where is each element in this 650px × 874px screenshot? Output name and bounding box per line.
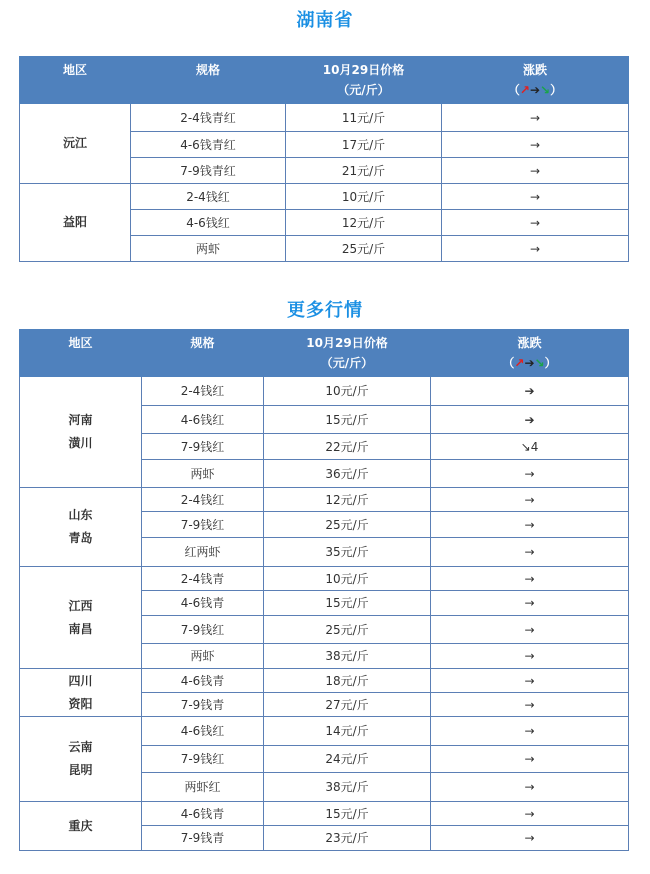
spec-cell: 红两虾 bbox=[142, 538, 264, 567]
trend-cell: ➔ bbox=[431, 377, 629, 406]
trend-cell: → bbox=[431, 644, 629, 669]
section-title-hunan: 湖南省 bbox=[296, 10, 354, 31]
table-row bbox=[20, 184, 629, 210]
section-title-more: 更多行情 bbox=[287, 300, 363, 321]
header-price: 10月29日价格 （元/斤） bbox=[286, 57, 442, 104]
spec-cell: 7-9钱红 bbox=[142, 616, 264, 644]
trend-cell: → bbox=[431, 773, 629, 802]
trend-cell: → bbox=[431, 460, 629, 488]
spec-cell: 7-9钱红 bbox=[142, 434, 264, 460]
price-cell: 27元/斤 bbox=[264, 693, 431, 717]
trend-cell: ↘4 bbox=[431, 434, 629, 460]
spec-cell: 4-6钱红 bbox=[142, 406, 264, 434]
price-cell: 10元/斤 bbox=[286, 184, 442, 210]
price-cell: 23元/斤 bbox=[264, 826, 431, 851]
price-cell: 10元/斤 bbox=[264, 377, 431, 406]
trend-cell: → bbox=[431, 538, 629, 567]
region-name-line: 南昌 bbox=[68, 621, 93, 636]
trend-cell: → bbox=[442, 236, 629, 262]
region-name-line: 潢川 bbox=[68, 436, 93, 450]
trend-cell: → bbox=[442, 210, 629, 236]
spec-cell: 4-6钱红 bbox=[131, 210, 286, 236]
table-row bbox=[20, 377, 629, 406]
trend-cell: → bbox=[442, 184, 629, 210]
price-cell: 35元/斤 bbox=[264, 538, 431, 567]
price-cell: 15元/斤 bbox=[264, 802, 431, 826]
region-name-line: 昆明 bbox=[68, 763, 93, 777]
region-name-line: 山东 bbox=[68, 508, 93, 522]
price-cell: 18元/斤 bbox=[264, 669, 431, 693]
price-cell: 25元/斤 bbox=[264, 616, 431, 644]
price-cell: 36元/斤 bbox=[264, 460, 431, 488]
price-cell: 14元/斤 bbox=[264, 717, 431, 746]
price-cell: 24元/斤 bbox=[264, 746, 431, 773]
price-cell: 17元/斤 bbox=[286, 132, 442, 158]
spec-cell: 4-6钱青 bbox=[142, 591, 264, 616]
region-cell bbox=[20, 488, 142, 567]
price-table-more bbox=[19, 329, 629, 851]
spec-cell: 4-6钱红 bbox=[142, 717, 264, 746]
region-name-line: 河南 bbox=[68, 413, 93, 427]
header-spec: 规格 bbox=[142, 330, 264, 377]
trend-cell: → bbox=[431, 826, 629, 851]
trend-cell: → bbox=[431, 717, 629, 746]
trend-cell: → bbox=[431, 693, 629, 717]
region-cell bbox=[20, 377, 142, 488]
trend-cell: → bbox=[442, 132, 629, 158]
spec-cell: 两虾 bbox=[142, 460, 264, 488]
up-arrow-icon: ↗ bbox=[519, 83, 530, 97]
region-name-line: 资阳 bbox=[68, 696, 93, 711]
trend-legend: （↗➔↘） bbox=[507, 83, 563, 97]
spec-cell: 2-4钱红 bbox=[131, 184, 286, 210]
header-region: 地区 bbox=[20, 57, 131, 104]
price-cell: 10元/斤 bbox=[264, 567, 431, 591]
table-header-row bbox=[20, 330, 629, 377]
table-row bbox=[20, 717, 629, 746]
price-cell: 22元/斤 bbox=[264, 434, 431, 460]
region-name-line: 青岛 bbox=[68, 531, 93, 545]
price-cell: 21元/斤 bbox=[286, 158, 442, 184]
trend-cell: → bbox=[431, 488, 629, 512]
trend-cell: → bbox=[431, 567, 629, 591]
down-arrow-icon: ↘ bbox=[540, 83, 551, 97]
up-arrow-icon: ↗ bbox=[514, 356, 525, 370]
spec-cell: 7-9钱青红 bbox=[131, 158, 286, 184]
price-cell: 12元/斤 bbox=[264, 488, 431, 512]
price-cell: 15元/斤 bbox=[264, 406, 431, 434]
spec-cell: 4-6钱青 bbox=[142, 802, 264, 826]
header-spec: 规格 bbox=[131, 57, 286, 104]
trend-cell: → bbox=[431, 802, 629, 826]
trend-cell: → bbox=[442, 104, 629, 132]
region-name-line: 沅江 bbox=[62, 136, 87, 150]
region-cell bbox=[20, 669, 142, 717]
region-name-line: 重庆 bbox=[68, 818, 93, 833]
price-cell: 11元/斤 bbox=[286, 104, 442, 132]
right-arrow-icon: ➔ bbox=[524, 356, 535, 370]
trend-cell: → bbox=[431, 746, 629, 773]
header-trend: 涨跌 （↗➔↘） bbox=[442, 57, 629, 104]
trend-legend: （↗➔↘） bbox=[502, 356, 557, 370]
region-cell bbox=[20, 717, 142, 802]
spec-cell: 2-4钱青红 bbox=[131, 104, 286, 132]
trend-cell: → bbox=[431, 616, 629, 644]
right-arrow-icon: ➔ bbox=[529, 83, 541, 97]
trend-cell: → bbox=[431, 591, 629, 616]
header-trend: 涨跌 （↗➔↘） bbox=[431, 330, 629, 377]
price-cell: 38元/斤 bbox=[264, 644, 431, 669]
region-cell bbox=[20, 802, 142, 851]
price-cell: 38元/斤 bbox=[264, 773, 431, 802]
spec-cell: 4-6钱青红 bbox=[131, 132, 286, 158]
table-row bbox=[20, 488, 629, 512]
spec-cell: 4-6钱青 bbox=[142, 669, 264, 693]
spec-cell: 7-9钱青 bbox=[142, 693, 264, 717]
trend-cell: → bbox=[431, 669, 629, 693]
spec-cell: 两虾 bbox=[131, 236, 286, 262]
trend-cell: → bbox=[442, 158, 629, 184]
spec-cell: 2-4钱红 bbox=[142, 488, 264, 512]
table-header-row bbox=[20, 57, 629, 104]
price-cell: 25元/斤 bbox=[264, 512, 431, 538]
table-row bbox=[20, 567, 629, 591]
spec-cell: 2-4钱青 bbox=[142, 567, 264, 591]
trend-cell: → bbox=[431, 512, 629, 538]
price-cell: 12元/斤 bbox=[286, 210, 442, 236]
region-cell bbox=[20, 104, 131, 184]
region-name-line: 江西 bbox=[68, 598, 93, 613]
price-cell: 15元/斤 bbox=[264, 591, 431, 616]
header-price: 10月29日价格 （元/斤） bbox=[264, 330, 431, 377]
region-cell bbox=[20, 567, 142, 669]
table-row bbox=[20, 669, 629, 693]
region-cell bbox=[20, 184, 131, 262]
spec-cell: 7-9钱红 bbox=[142, 746, 264, 773]
trend-cell: ➔ bbox=[431, 406, 629, 434]
spec-cell: 两虾 bbox=[142, 644, 264, 669]
region-name-line: 云南 bbox=[68, 740, 93, 754]
region-name-line: 四川 bbox=[68, 673, 93, 688]
table-row bbox=[20, 802, 629, 826]
spec-cell: 2-4钱红 bbox=[142, 377, 264, 406]
down-arrow-icon: ↘ bbox=[534, 356, 545, 370]
region-name-line: 益阳 bbox=[62, 215, 87, 229]
spec-cell: 7-9钱青 bbox=[142, 826, 264, 851]
price-cell: 25元/斤 bbox=[286, 236, 442, 262]
spec-cell: 7-9钱红 bbox=[142, 512, 264, 538]
spec-cell: 两虾红 bbox=[142, 773, 264, 802]
table-row bbox=[20, 104, 629, 132]
header-region: 地区 bbox=[20, 330, 142, 377]
price-table-hunan bbox=[19, 56, 629, 262]
